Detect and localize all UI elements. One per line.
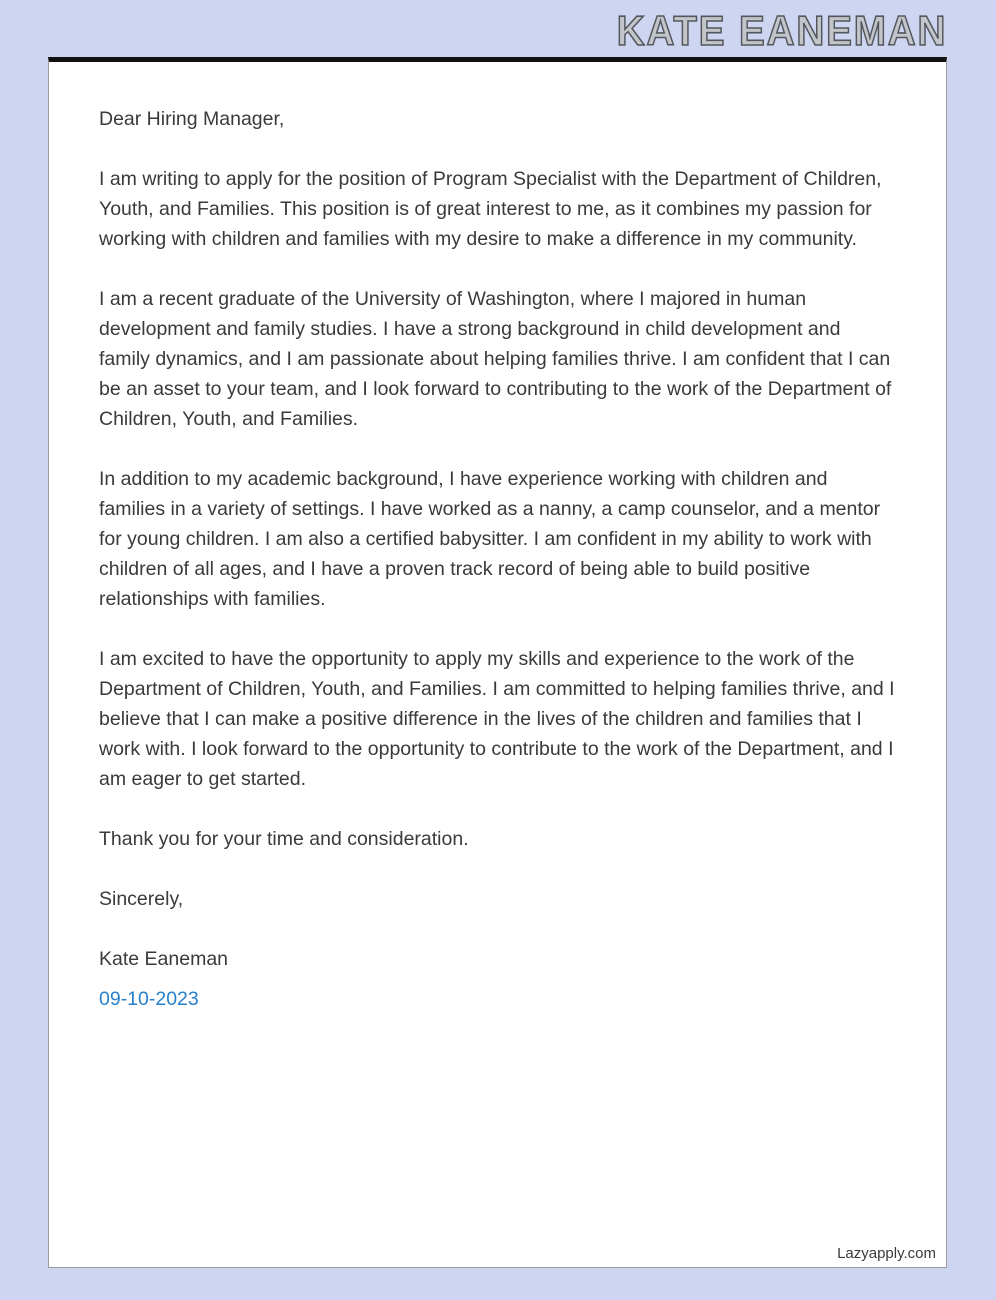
thanks-line: Thank you for your time and consideration. [99,828,469,850]
brand-watermark: Lazyapply.com [837,1245,936,1262]
letter-date[interactable]: 09-10-2023 [99,988,199,1010]
paragraph-education: I am a recent graduate of the University of Washington, where I majored in human development and family studies. I have a strong background in child development and family dynamics, and I am passionate about helping families thrive. I am confident that I can be an asset to your team, and I look forward to contributing to the work of the Department of Children, Youth, and Families. [99,288,892,430]
salutation: Dear Hiring Manager, [99,108,285,130]
letter-page [48,57,947,1268]
signoff: Sincerely, [99,888,184,910]
paragraph-closing: I am excited to have the opportunity to apply my skills and experience to the work of the Department of Children, Youth, and Families. I am committed to helping families thrive, and I believe that I can make a positive difference in the lives of the children and families that I work with. I look forward to the opportunity to contribute to the work of the Department, and I am eager to get started. [99,648,895,790]
paragraph-intro: I am writing to apply for the position of Program Specialist with the Department of Children, Youth, and Families. This position is of great interest to me, as it combines my passion for working with children and families with my desire to make a difference in my community. [99,168,882,250]
signature-name: Kate Eaneman [99,948,229,970]
applicant-name-heading: KATE EANEMAN [616,7,947,54]
paragraph-experience: In addition to my academic background, I have experience working with children and families in a variety of settings. I have worked as a nanny, a camp counselor, and a mentor for young children. I am also a certified babysitter. I am confident in my ability to work with children of all ages, and I have a proven track record of being able to build positive relationships with families. [99,468,881,610]
